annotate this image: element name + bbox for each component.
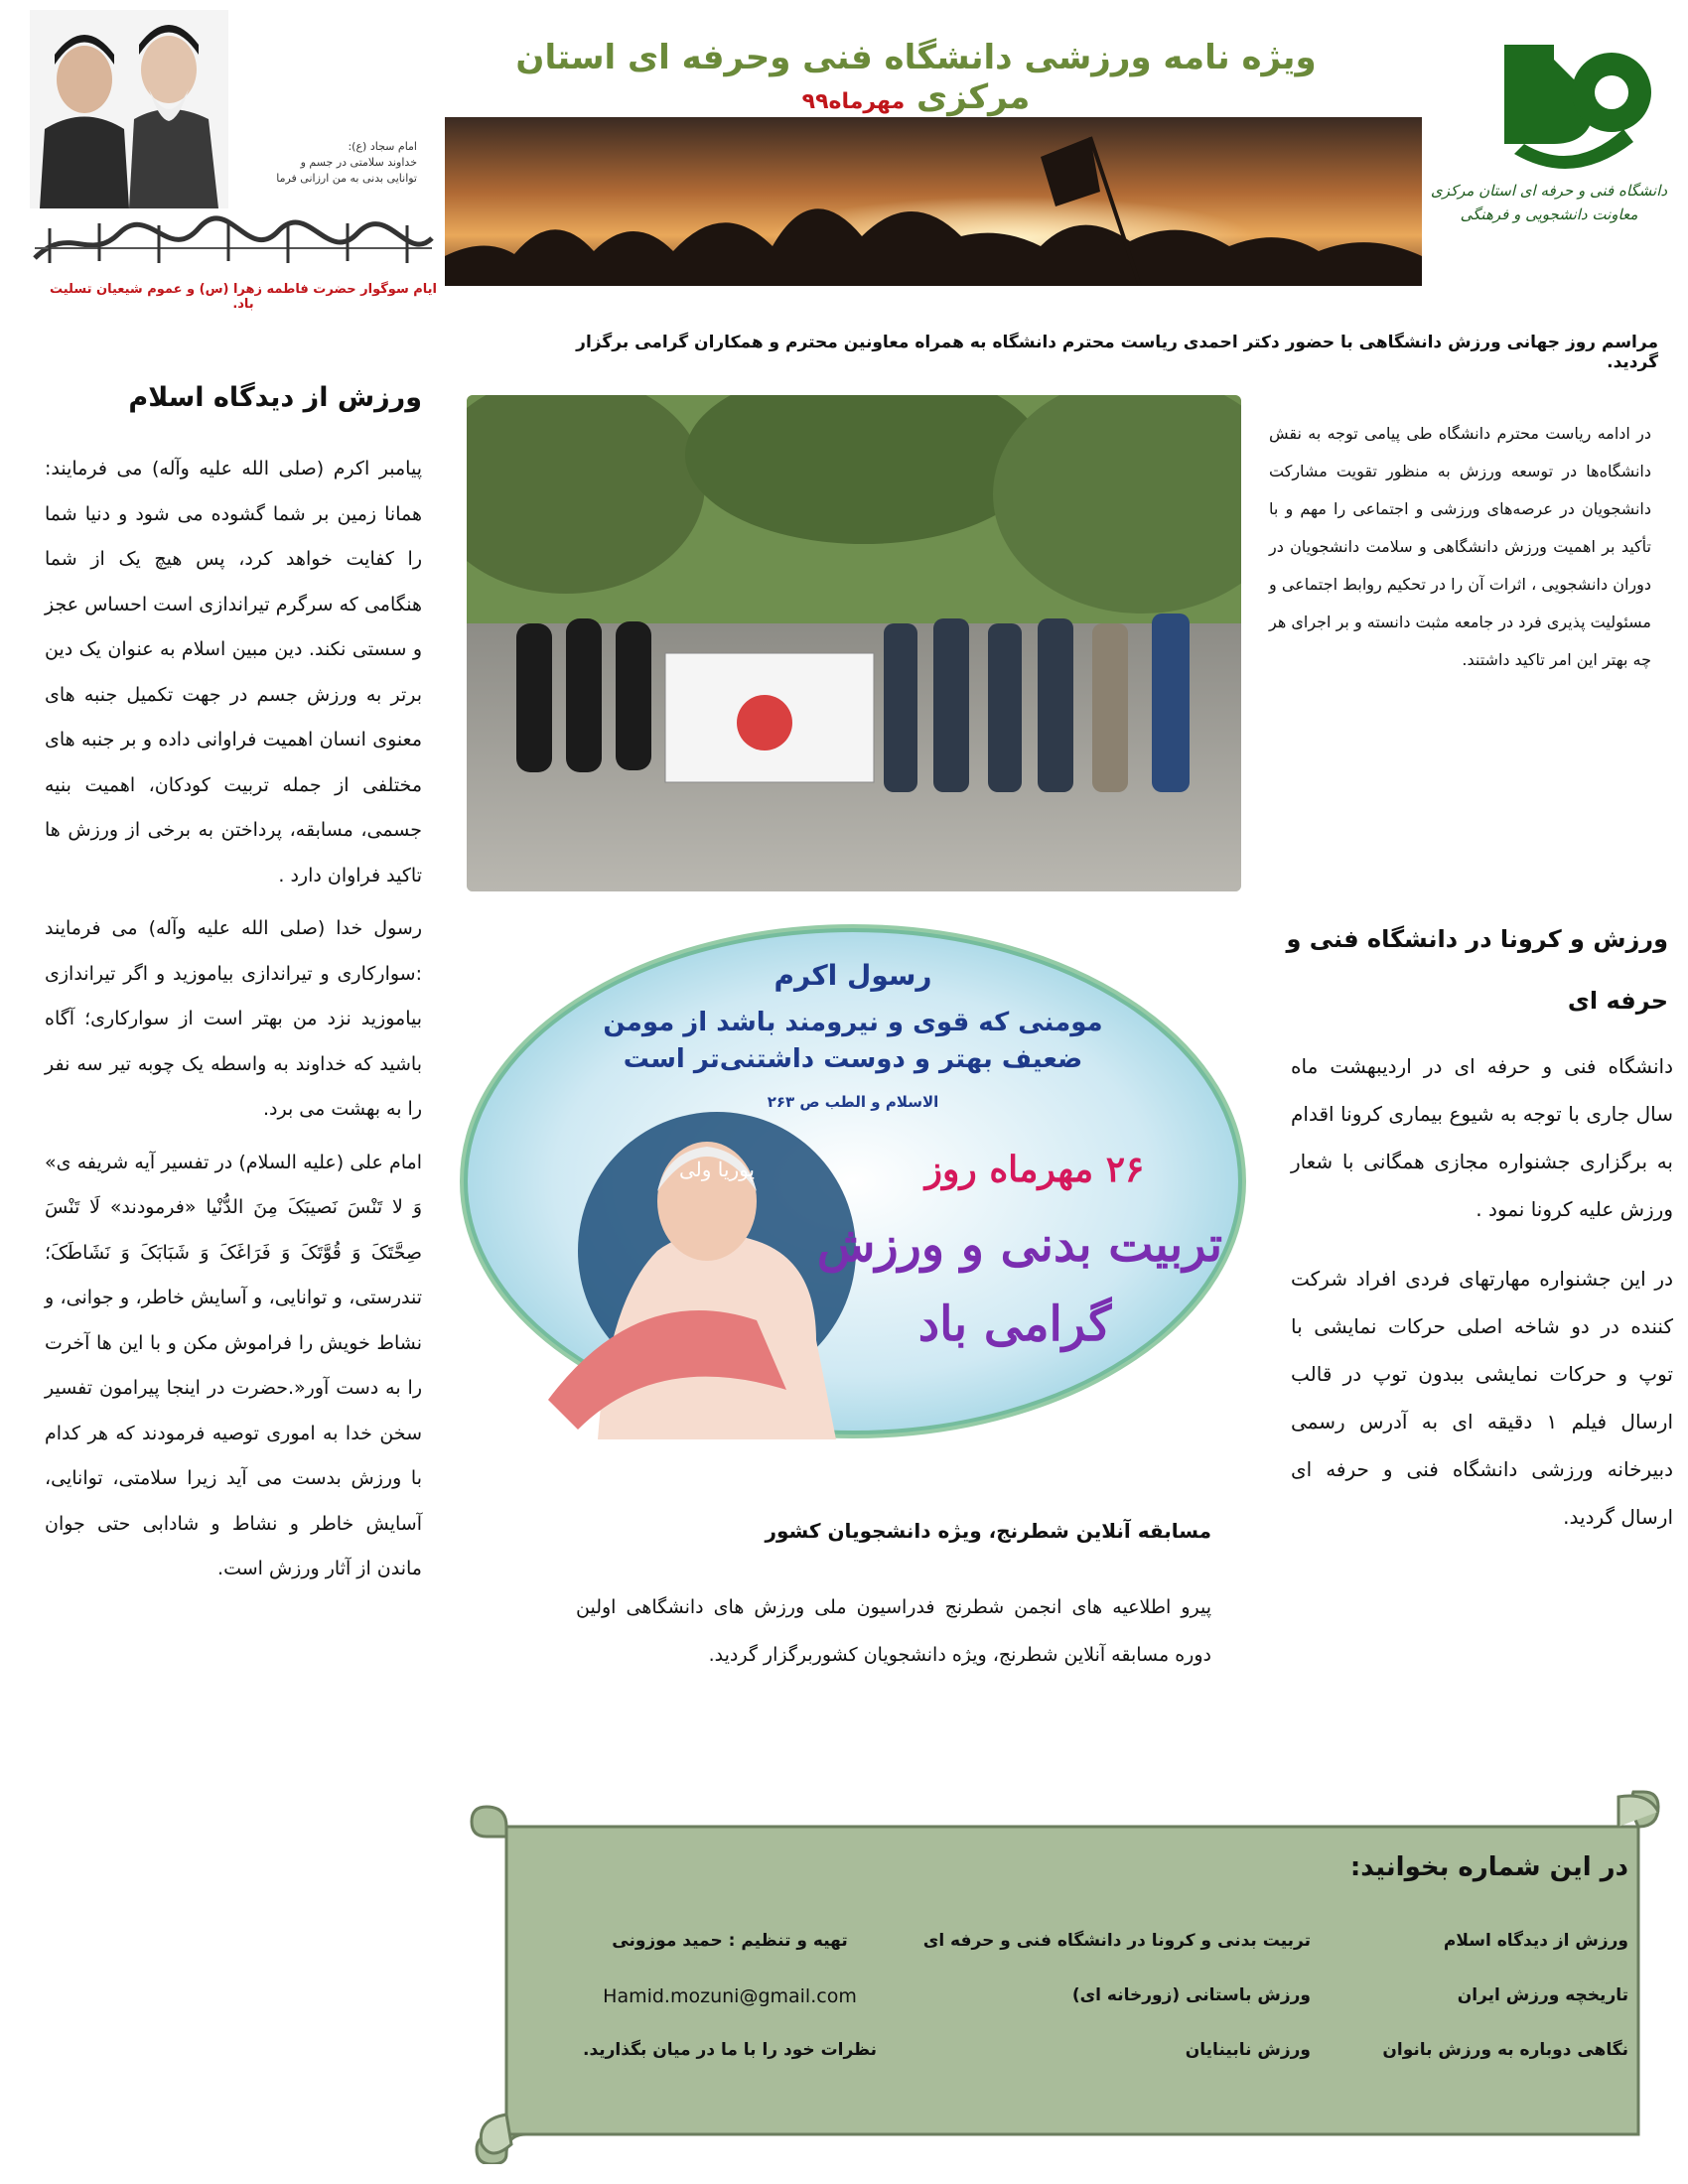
feedback-note: نظرات خود را با ما در میان بگذارید.	[582, 2040, 877, 2060]
corona-paragraph: در این جشنواره مهارتهای فردی افراد شرکت کننده در دو شاخه اصلی حرکات نمایشی با توپ و حرکات نمایشی ببدون توپ در قالب ارسال فیلم ۱ دقیقه ای به آدرس رسمی دبیرخانه ورزشی دانشگاه فنی و حرفه ای ارسال گردید.	[1291, 1267, 1674, 1529]
imam-quote-line-3: توانایی بدنی به من ارزانی فرما	[276, 172, 417, 185]
poster-source: الاسلام و الطب ص ۲۶۳	[767, 1093, 939, 1111]
toc-column-2	[894, 1931, 1311, 2095]
editor-email-link[interactable]: Hamid.mozuni@gmail.com	[603, 1985, 857, 2007]
ceremony-group-photo	[467, 395, 1241, 891]
chess-section-body: پیرو اطلاعیه های انجمن شطرنج فدراسیون ملی ورزش های دانشگاهی اولین دوره مسابقه آنلاین شطرنج، ویژه دانشجویان کشوربرگزار گردید.	[576, 1596, 1211, 1666]
islam-section-title: ورزش از دیدگاه اسلام	[128, 382, 422, 413]
leaders-portrait-image	[30, 10, 228, 208]
toc-item: نگاهی دوباره به ورزش بانوان	[1382, 2040, 1628, 2060]
calligraphy-image	[30, 213, 437, 273]
poster-wish: گرامی باد	[917, 1297, 1112, 1352]
ceremony-caption: مراسم روز جهانی ورزش دانشگاهی با حضور دکتر احمدی ریاست محترم دانشگاه به همراه معاونین محترم و همکاران گرامی برگزار گردید.	[576, 333, 1658, 372]
toc-credits	[566, 1931, 894, 2095]
imam-quote	[248, 139, 417, 187]
poster-line3: ضعیف بهتر و دوست داشتنی‌تر است	[623, 1044, 1083, 1074]
islam-section-body	[45, 447, 422, 1600]
corona-section-body	[1291, 1042, 1673, 1563]
toc-column-1	[1370, 1931, 1628, 2095]
chess-section-title: مسابقه آنلاین شطرنج، ویژه دانشجویان کشور	[765, 1519, 1211, 1543]
sunset-banner-image	[445, 117, 1422, 286]
logo-caption	[1430, 179, 1668, 226]
condolence-greeting: ایام سوگوار حضرت فاطمه زهرا (س) و عموم شیعیان تسلیت باد.	[49, 282, 438, 312]
poster-line1: رسول اکرم	[774, 959, 932, 992]
corona-paragraph: دانشگاه فنی و حرفه ای در اردیبهشت ماه سال جاری با توجه به شیوع بیماری کرونا اقدام به برگزاری جشنواره مجازی همگانی با شعار ورزش علیه کرونا نمود .	[1291, 1054, 1673, 1221]
toc-title: در این شماره بخوانید:	[1349, 1852, 1628, 1882]
poster-date: ۲۶ مهرماه روز	[924, 1149, 1145, 1190]
poster-occasion: تربیت بدنی و ورزش	[816, 1217, 1223, 1273]
university-logo	[1484, 25, 1658, 174]
islam-paragraph: پیامبر اکرم (صلی الله علیه وآله) می فرمایند: همانا زمین بر شما گشوده می شود و دنیا شما را کفایت خواهد کرد، پس هیچ یک از شما هنگامی که سرگرم تیراندازی است احساس عجز و سستی نکند. دین مبین اسلام به عنوان یک دین برتر به ورزش جسم در جهت تکمیل جنبه های معنوی انسان اهمیت فراوانی داده و بر جنبه های مختلفی از جمله تربیت کودکان، اهمیت بنیه جسمی، مسابقه، پرداختن به برخی از ورزش ها تاکید فراوان دارد .	[45, 458, 422, 887]
islam-paragraph: رسول خدا (صلی الله علیه وآله) می فرمایند :سوارکاری و تیراندازی بیاموزید و اگر تیراندازی بیاموزید نزد من بهتر است از سوارکاری؛ آگاه باشید که خداوند به واسطه یک چوبه تیر سه نفر را به بهشت می برد.	[45, 917, 422, 1120]
poster-name: پوریا ولی	[679, 1158, 755, 1181]
toc-item: ورزش نابینایان	[1185, 2040, 1311, 2060]
logo-caption-line-2: معاونت دانشجویی و فرهنگی	[1460, 205, 1638, 223]
newsletter-title-text: ویژه نامه ورزشی دانشگاه فنی وحرفه ای استان مرکزی	[515, 38, 1317, 117]
toc-item: ورزش از دیدگاه اسلام	[1443, 1931, 1628, 1951]
newsletter-date: مهرماه۹۹	[801, 89, 906, 114]
logo-caption-line-1: دانشگاه فنی و حرفه ای استان مرکزی	[1430, 182, 1668, 200]
toc-item: ورزش باستانی (زورخانه ای)	[1071, 1985, 1311, 2005]
newsletter-title	[457, 38, 1375, 117]
corona-section-title: ورزش و کرونا در دانشگاه فنی و حرفه ای	[1286, 925, 1668, 1015]
imam-quote-line-1: امام سجاد (ع):	[348, 140, 417, 153]
poster-line2: مومنی که قوی و نیرومند باشد از مومن	[603, 1008, 1103, 1037]
editor-credit: تهیه و تنظیم : حمید موزونی	[612, 1931, 848, 1951]
toc-item: تربیت بدنی و کرونا در دانشگاه فنی و حرفه ای	[922, 1931, 1311, 1951]
sports-day-poster	[459, 923, 1248, 1439]
islam-paragraph: امام علی (علیه السلام) در تفسیر آیه شریفه ی» وَ لا تَنْسَ نَصیبَکَ مِنَ الدُّنْیا «فرمودند» لَا تَنْسَ صِحَّتَکَ وَ قُوَّتَکَ وَ فَرَاغَکَ وَ شَبَابَکَ وَ نَشَاطَکَ؛ تندرستی، و توانایی، و آسایش خاطر، و جوانی، و نشاط خویش را فراموش مکن و با این ها آخرت را به دست آور«.حضرت در اینجا پیرامون تفسیر سخن خدا به اموری توصیه فرمودند که هر کدام با ورزش بدست می آید زیرا سلامتی، توانایی، آسایش خاطر و نشاط و شادابی حتی جوان ماندن از آثار ورزش است.	[45, 1151, 422, 1579]
ceremony-text: در ادامه ریاست محترم دانشگاه طی پیامی توجه به نقش دانشگاه‌ها در توسعه ورزش به منظور تقویت مشارکت دانشجویان در عرصه‌های ورزشی و اجتماعی را مهم و با تأکید بر اهمیت ورزش دانشگاهی و سلامت دانشجویان در دوران دانشجویی ، اثرات آن را در تحکیم روابط اجتماعی و مسئولیت پذیری فرد در جامعه مثبت دانسته و بر اجرای هر چه بهتر این امر تاکید داشتند.	[1269, 424, 1651, 669]
imam-quote-line-2: خداوند سلامتی در جسم و	[300, 156, 417, 169]
toc-item: تاریخچه ورزش ایران	[1457, 1985, 1628, 2005]
